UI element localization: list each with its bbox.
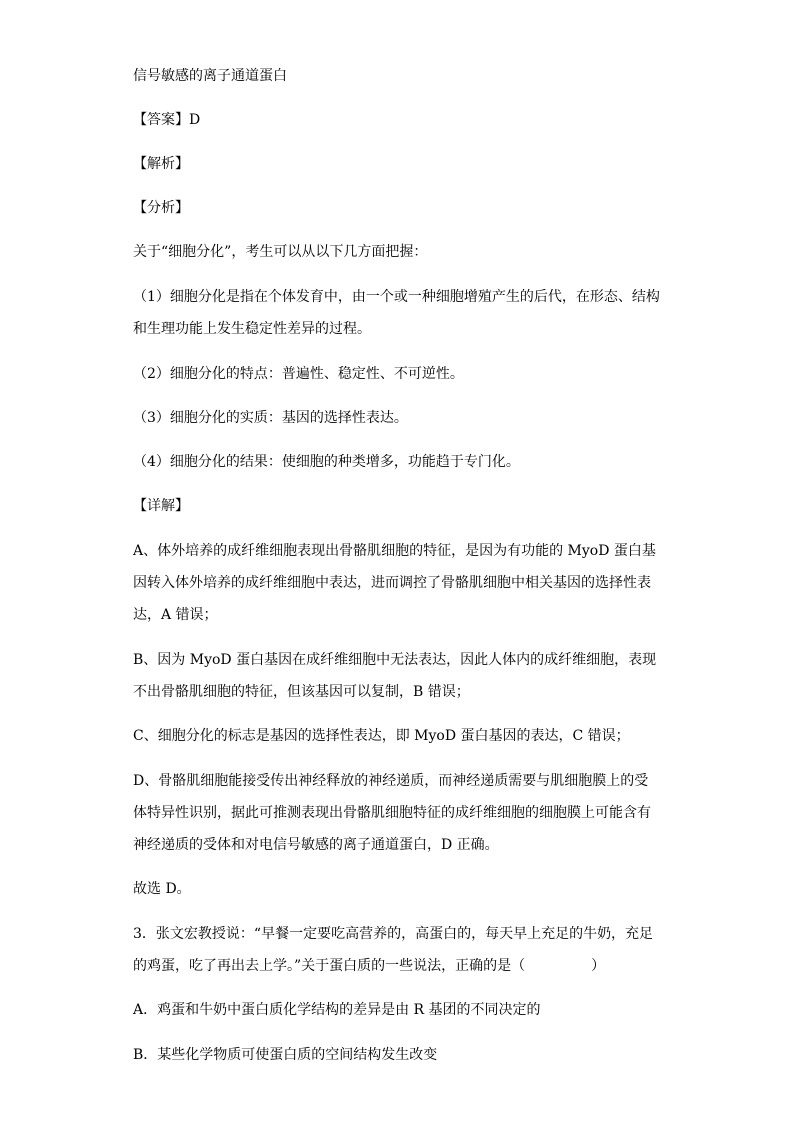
conclusion: 故选 D。 bbox=[133, 881, 191, 897]
option-b-explanation: B、因为 MyoD 蛋白基因在成纤维细胞中无法表达，因此人体内的成纤维细胞，表现 bbox=[133, 652, 657, 668]
option-a-explanation: A、体外培养的成纤维细胞表现出骨骼肌细胞的特征，是因为有功能的 MyoD 蛋白基 bbox=[133, 543, 656, 559]
option-c-explanation: C、细胞分化的标志是基因的选择性表达，即 MyoD 蛋白基因的表达，C 错误； bbox=[133, 728, 630, 744]
option-a-explanation: 因转入体外培养的成纤维细胞中表达，进而调控了骨骼肌细胞中相关基因的选择性表 bbox=[133, 575, 651, 591]
question-3-option-a: A．鸡蛋和牛奶中蛋白质化学结构的差异是由 R 基团的不同决定的 bbox=[133, 1002, 541, 1018]
text-line: 和生理功能上发生稳定性差异的过程。 bbox=[133, 321, 371, 337]
option-b-explanation: 不出骨骼肌细胞的特征，但该基因可以复制，B 错误； bbox=[133, 684, 470, 700]
option-a-explanation: 达，A 错误； bbox=[133, 607, 218, 623]
text-line: 关于“细胞分化”，考生可以从以下几方面把握： bbox=[133, 244, 428, 260]
text-line: （4）细胞分化的结果：使细胞的种类增多，功能趋于专门化。 bbox=[133, 454, 520, 470]
option-d-explanation: D、骨骼肌细胞能接受传出神经释放的神经递质，而神经递质需要与肌细胞膜上的受 bbox=[133, 773, 649, 789]
answer-heading: 【答案】D bbox=[133, 112, 201, 128]
question-3-option-b: B．某些化学物质可使蛋白质的空间结构发生改变 bbox=[133, 1047, 438, 1063]
analysis-heading: 【解析】 bbox=[133, 156, 189, 172]
question-3-stem: 3．张文宏教授说：“早餐一定要吃高营养的，高蛋白的，每天早上充足的牛奶，充足 bbox=[133, 926, 654, 942]
option-d-explanation: 体特异性识别，据此可推测表现出骨骼肌细胞特征的成纤维细胞的细胞膜上可能含有 bbox=[133, 805, 651, 821]
text-line: （2）细胞分化的特点：普遍性、稳定性、不可逆性。 bbox=[133, 366, 464, 382]
text-line: （1）细胞分化是指在个体发育中，由一个或一种细胞增殖产生的后代，在形态、结构 bbox=[133, 289, 660, 305]
detail-heading: 【详解】 bbox=[133, 498, 189, 514]
text-line: （3）细胞分化的实质：基因的选择性表达。 bbox=[133, 410, 408, 426]
text-line: 信号敏感的离子通道蛋白 bbox=[133, 68, 287, 84]
option-d-explanation: 神经递质的受体和对电信号敏感的离子通道蛋白，D 正确。 bbox=[133, 837, 499, 853]
question-3-stem: 的鸡蛋，吃了再出去上学。”关于蛋白质的一些说法，正确的是（ ） bbox=[133, 958, 606, 974]
analysis-subheading: 【分析】 bbox=[133, 200, 189, 216]
